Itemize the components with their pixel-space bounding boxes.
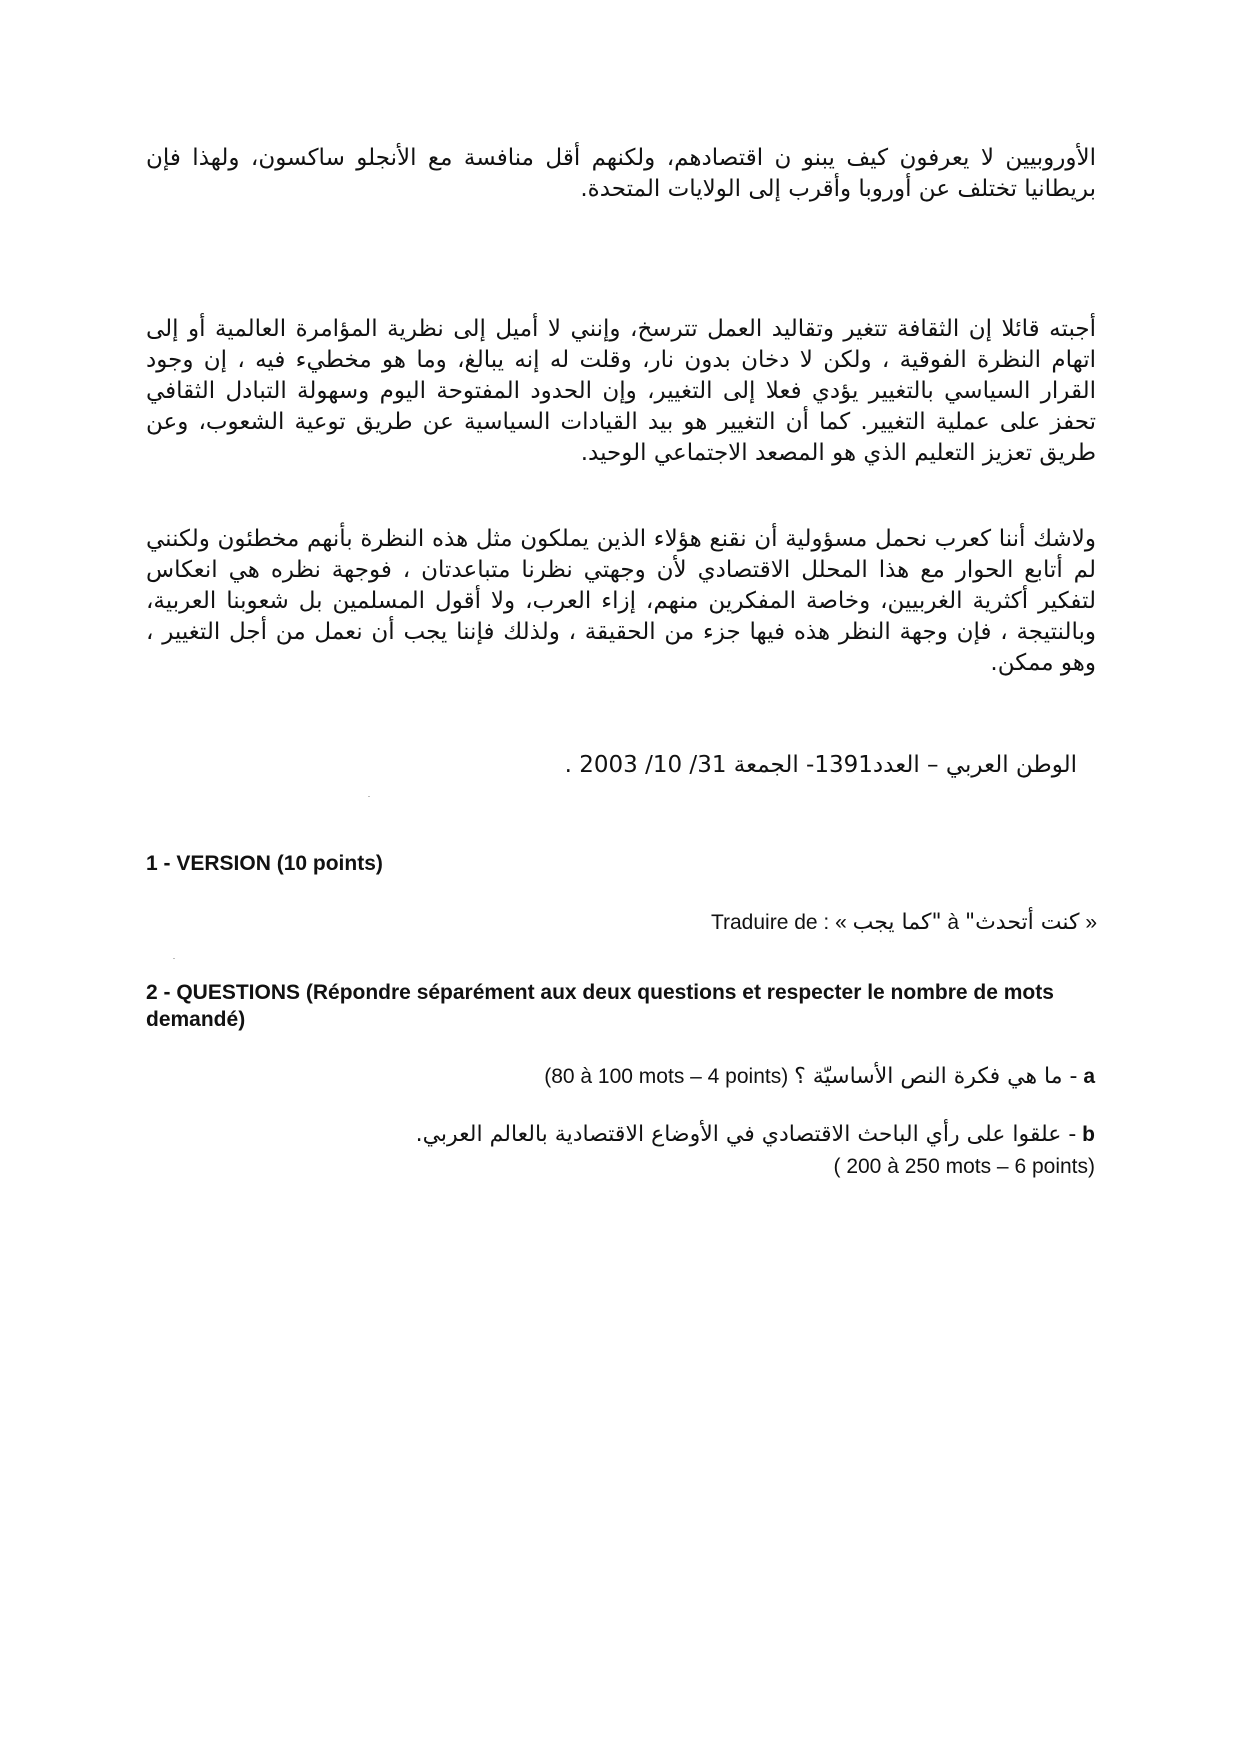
- phrase-2: كنت أتحدث": [964, 910, 1080, 935]
- paragraph-1: الأوروبيين لا يعرفون كيف يبنو ن اقتصادهم، ولكنهم أقل منافسة مع الأنجلو ساكسون، ولهذا فإن بريطانيا تختلف عن أوروبا وأقرب إلى الولايات المتحدة.: [146, 145, 1096, 202]
- questions-heading: 2 - QUESTIONS (Répondre séparément aux deux questions et respecter le nombre de mots demandé): [146, 981, 1054, 1031]
- question-a-points: (80 à 100 mots – 4 points): [544, 1065, 789, 1088]
- version-heading: 1 - VERSION (10 points): [146, 852, 383, 875]
- question-b-label: b: [1082, 1123, 1095, 1146]
- question-b-text: - علقوا على رأي الباحث الاقتصادي في الأوضاع الاقتصادية بالعالم العربي.: [415, 1122, 1077, 1147]
- connector-word: à: [947, 911, 960, 934]
- question-b: [416, 1122, 1095, 1147]
- paragraph-2: أجبته قائلا إن الثقافة تتغير وتقاليد العمل تترسخ، وإنني لا أميل إلى نظرية المؤامرة العالمية أو إلى اتهام النظرة الفوقية ، ولكن لا دخان بدون نار، وقلت له إنه يبالغ، وما هو مخطيء فيه ، إن وجود القرار السياسي بالتغيير يؤدي فعلا إلى التغيير، وإن الحدود المفتوحة اليوم وسهولة التبادل الثقافي تحفز على عملية التغيير. كما أن التغيير هو بيد القيادات السياسية عن طريق توعية الشعوب، وعن طريق تعزيز التعليم الذي هو المصعد الاجتماعي الوحيد.: [146, 316, 1096, 466]
- paragraph-3: ولاشك أننا كعرب نحمل مسؤولية أن نقنع هؤلاء الذين يملكون مثل هذه النظرة بأنهم مخطئون ولكنني لم أتابع الحوار مع هذا المحلل الاقتصادي لأن وجهتي نظرنا متباعدتان ، فوجهة نظره هي انعكاس لتفكير أكثرية الغربيين، وخاصة المفكرين منهم، إزاء العرب، ولا أقول المسلمين بل شعوبنا العربية، وبالنتيجة ، فإن وجهة النظر هذه فيها جزء من الحقيقة ، ولذلك فإننا يجب أن نعمل من أجل التغيير ، وهو ممكن.: [146, 526, 1096, 676]
- phrase-1: "كما يجب: [852, 910, 942, 935]
- instruction-label: Traduire de :: [710, 911, 830, 934]
- question-b-points: ( 200 à 250 mots – 6 points): [833, 1155, 1095, 1178]
- question-a: [544, 1064, 1095, 1089]
- question-a-label: a: [1083, 1065, 1095, 1088]
- scan-speck: [368, 796, 370, 797]
- source-citation: الوطن العربي – العدد1391- الجمعة 31/ 10/ 2003 .: [564, 752, 1077, 778]
- close-quote: »: [1085, 911, 1097, 934]
- question-a-text: - ما هي فكرة النص الأساسيّة ؟: [794, 1064, 1078, 1089]
- scan-speck: [173, 958, 175, 959]
- translation-instruction: [711, 910, 1097, 935]
- open-quote: «: [835, 911, 847, 934]
